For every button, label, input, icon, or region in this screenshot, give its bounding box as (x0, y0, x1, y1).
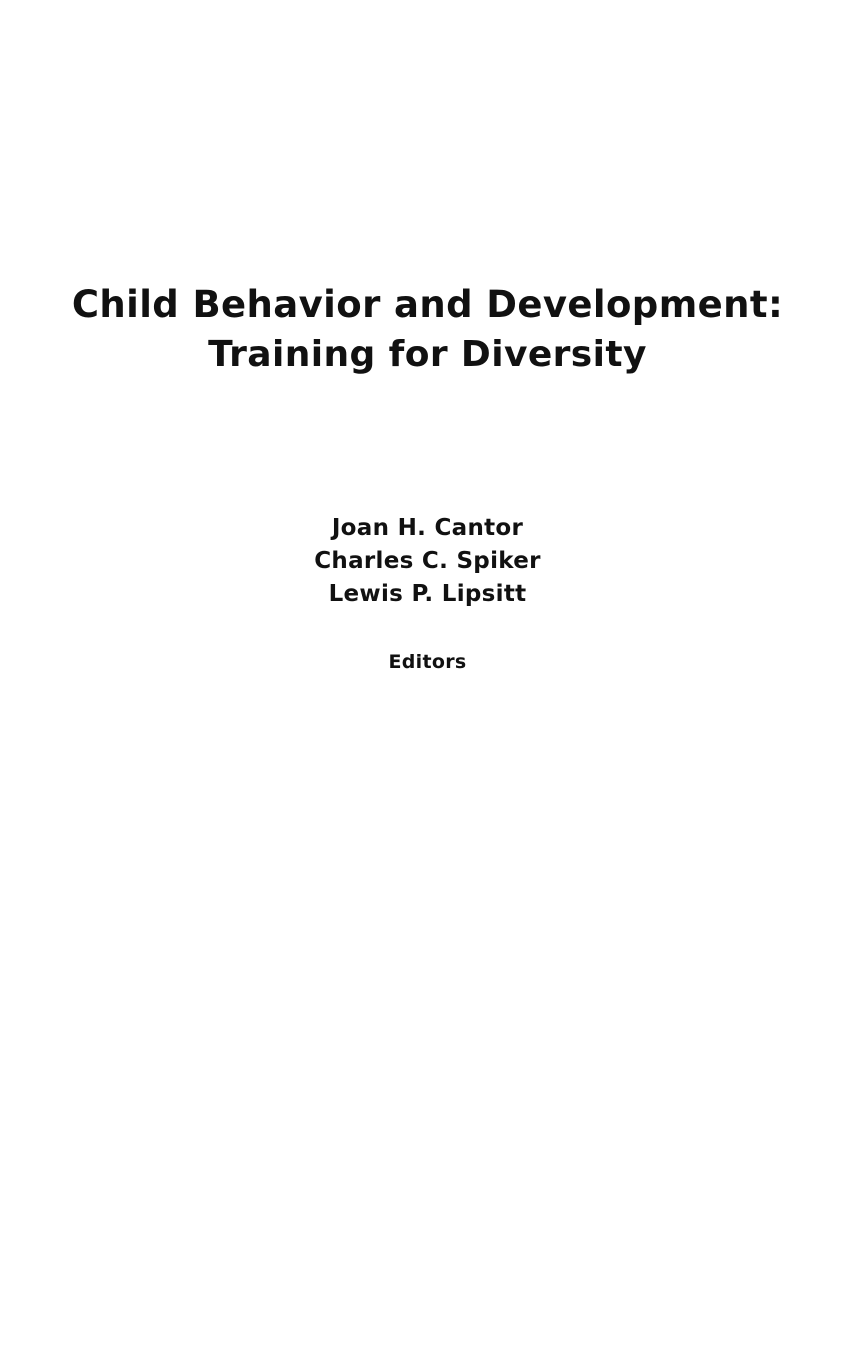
book-title (0, 280, 855, 380)
editor-name-3: Lewis P. Lipsitt (328, 581, 527, 607)
editors-role-label: Editors (388, 651, 467, 673)
editors-list (0, 512, 855, 674)
book-title-line-2: Training for Diversity (208, 334, 647, 375)
book-title-line-1: Child Behavior and Development: (71, 283, 784, 326)
editor-name-2: Charles C. Spiker (314, 548, 541, 574)
editor-name-1: Joan H. Cantor (331, 515, 524, 541)
